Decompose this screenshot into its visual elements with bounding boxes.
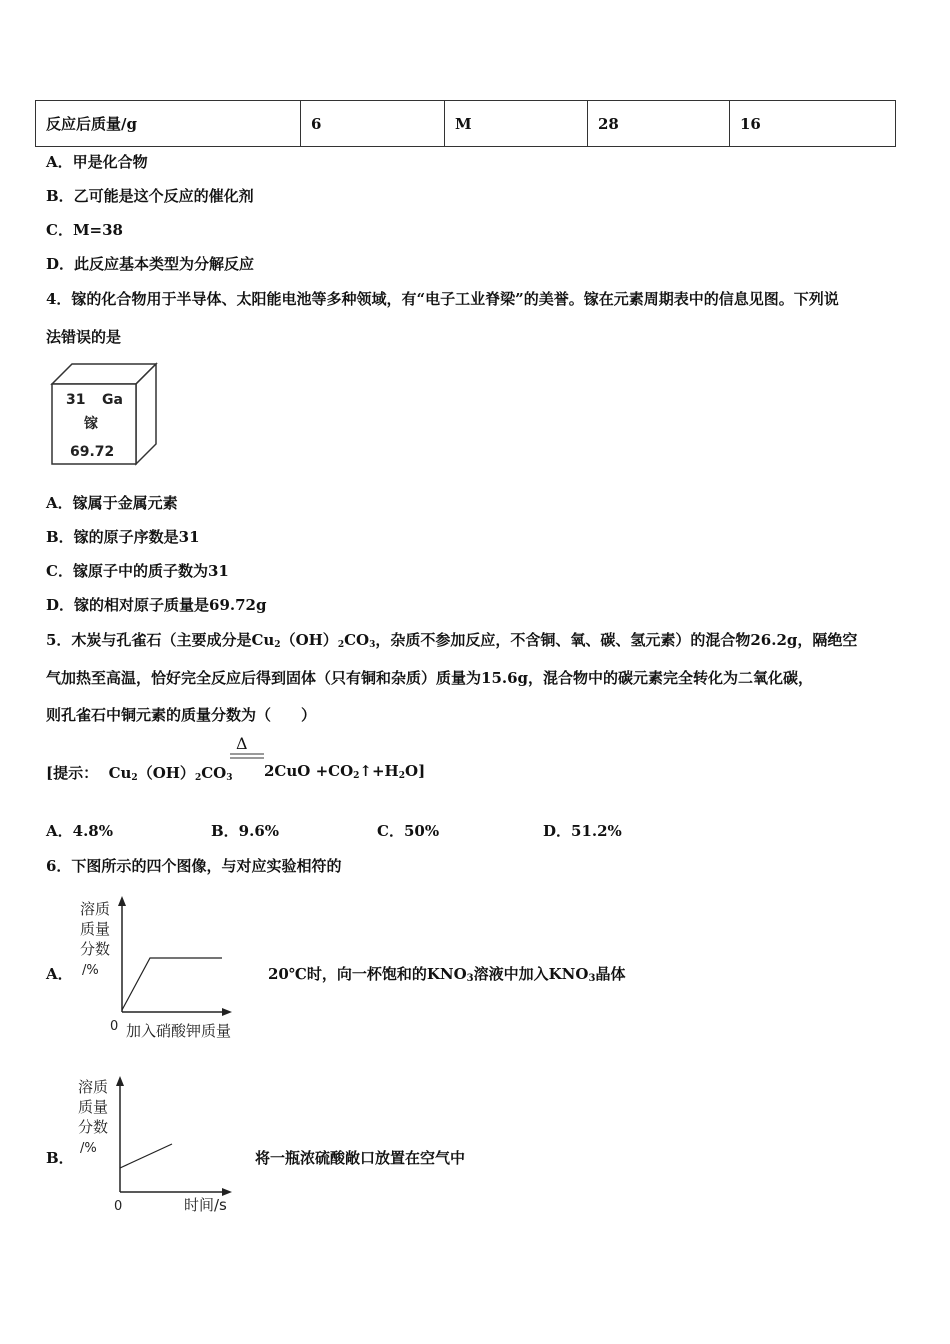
element-name: 镓 bbox=[84, 416, 98, 432]
reaction-equals-sign bbox=[230, 752, 264, 760]
q5-stem-line3: 则孔雀石中铜元素的质量分数为（ ） bbox=[46, 706, 317, 724]
q4-stem-line2: 法错误的是 bbox=[46, 328, 122, 346]
q6-option-a-desc: 20℃时，向一杯饱和的KNO3溶液中加入KNO3晶体 bbox=[268, 965, 626, 984]
graph-a-ylabel-1: 溶质 bbox=[80, 900, 111, 918]
graph-a-origin: 0 bbox=[110, 1019, 119, 1034]
q6-option-a-letter: A． bbox=[46, 965, 73, 983]
q5-option-a: A．4.8% bbox=[46, 822, 113, 840]
q4-option-a: A．镓属于金属元素 bbox=[46, 494, 178, 512]
q6-option-b-desc: 将一瓶浓硫酸敞口放置在空气中 bbox=[255, 1149, 466, 1167]
graph-b-ylabel-1: 溶质 bbox=[78, 1078, 109, 1096]
q6-option-b-letter: B． bbox=[46, 1149, 74, 1167]
q6-stem: 6．下图所示的四个图像，与对应实验相符的 bbox=[46, 857, 342, 875]
mass-table bbox=[35, 100, 896, 147]
q3-option-c: C．M=38 bbox=[46, 221, 123, 239]
q4-option-d: D．镓的相对原子质量是69.72g bbox=[46, 596, 267, 614]
table-cell: M bbox=[445, 101, 588, 147]
element-symbol: Ga bbox=[102, 392, 123, 408]
q3-option-a: A．甲是化合物 bbox=[46, 153, 148, 171]
element-cell-diagram bbox=[48, 360, 160, 468]
graph-b-xlabel: 时间/s bbox=[184, 1196, 227, 1214]
graph-a-xlabel: 加入硝酸钾质量 bbox=[126, 1022, 232, 1040]
table-cell: 28 bbox=[588, 101, 730, 147]
table-row bbox=[36, 101, 896, 147]
element-mass: 69.72 bbox=[70, 444, 115, 460]
graph-b-origin: 0 bbox=[114, 1199, 123, 1214]
q3-option-d: D．此反应基本类型为分解反应 bbox=[46, 255, 255, 273]
graph-a-ylabel-3: 分数 bbox=[80, 940, 111, 958]
q3-option-b: B．乙可能是这个反应的催化剂 bbox=[46, 187, 254, 205]
graph-a-ylabel-4: /% bbox=[82, 963, 99, 978]
graph-b-ylabel-2: 质量 bbox=[78, 1098, 109, 1116]
table-row-label: 反应后质量/g bbox=[36, 101, 301, 147]
graph-b bbox=[74, 1070, 244, 1220]
element-number: 31 bbox=[66, 392, 86, 408]
q5-hint: [提示： $Cu_2(OH)_2CO_3$ bbox=[46, 764, 233, 783]
graph-b-ylabel-4: /% bbox=[80, 1141, 97, 1156]
table-cell: 6 bbox=[301, 101, 445, 147]
graph-b-ylabel-3: 分数 bbox=[78, 1118, 109, 1136]
q5-stem-line2: 气加热至高温，恰好完全反应后得到固体（只有铜和杂质）质量为15.6g，混合物中的碳元素完全转化为二氧化碳， bbox=[46, 669, 814, 687]
q5-option-d: D．51.2% bbox=[543, 822, 622, 840]
q4-option-b: B．镓的原子序数是31 bbox=[46, 528, 200, 546]
q5-option-b: B．9.6% bbox=[211, 822, 280, 840]
q5-option-c: C．50% bbox=[377, 822, 440, 840]
q4-option-c: C．镓原子中的质子数为31 bbox=[46, 562, 229, 580]
q5-hint-products: $2CuO +CO_2↑+H_2O$] bbox=[264, 762, 426, 781]
table-cell: 16 bbox=[730, 101, 896, 147]
graph-a bbox=[76, 890, 266, 1045]
reaction-delta: Δ bbox=[236, 734, 248, 753]
q5-stem-line1: 5．木炭与孔雀石（主要成分是$Cu_2(OH)_2CO_3$，杂质不参加反应，不含铜、氧、碳、氢元素）的混合物26.2g，隔绝空 bbox=[46, 631, 858, 650]
graph-a-ylabel-2: 质量 bbox=[80, 920, 111, 938]
q4-stem-line1: 4．镓的化合物用于半导体、太阳能电池等多种领域，有“电子工业脊梁”的美誉。镓在元素周期表中的信息见图。下列说 bbox=[46, 290, 839, 308]
